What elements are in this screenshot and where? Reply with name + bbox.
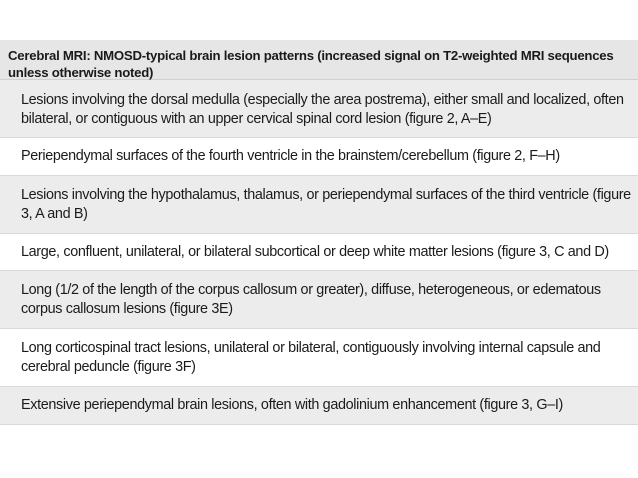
lesion-patterns-table [0,40,638,425]
table-row [0,387,638,425]
row-text: Large, confluent, unilateral, or bilateral subcortical or deep white matter lesions (figure 3, C and D) [21,243,609,260]
row-text: Lesions involving the dorsal medulla (especially the area postrema), either small and localized, often bilateral, or contiguous with an upper cervical spinal cord lesion (figure 2, A–E) [21,91,624,127]
table-row [0,176,638,234]
row-text: Periependymal surfaces of the fourth ventricle in the brainstem/cerebellum (figure 2, F–H) [21,148,560,164]
row-text: Lesions involving the hypothalamus, thalamus, or periependymal surfaces of the third ventricle (figure 3, A and B) [21,186,631,222]
row-text: Extensive periependymal brain lesions, often with gadolinium enhancement (figure 3, G–I) [21,397,563,413]
table-row [0,234,638,271]
row-text: Long (1/2 of the length of the corpus callosum or greater), diffuse, heterogeneous, or edematous corpus callosum lesions (figure 3E) [21,281,601,317]
table-row [0,329,638,387]
table-row [0,138,638,176]
row-text: Long corticospinal tract lesions, unilateral or bilateral, contiguously involving internal capsule and cerebral peduncle (figure 3F) [21,339,601,375]
table-row [0,80,638,138]
table-row [0,271,638,329]
table-header: Cerebral MRI: NMOSD-typical brain lesion patterns (increased signal on T2-weighted MRI sequences unless otherwise noted) [0,40,638,80]
